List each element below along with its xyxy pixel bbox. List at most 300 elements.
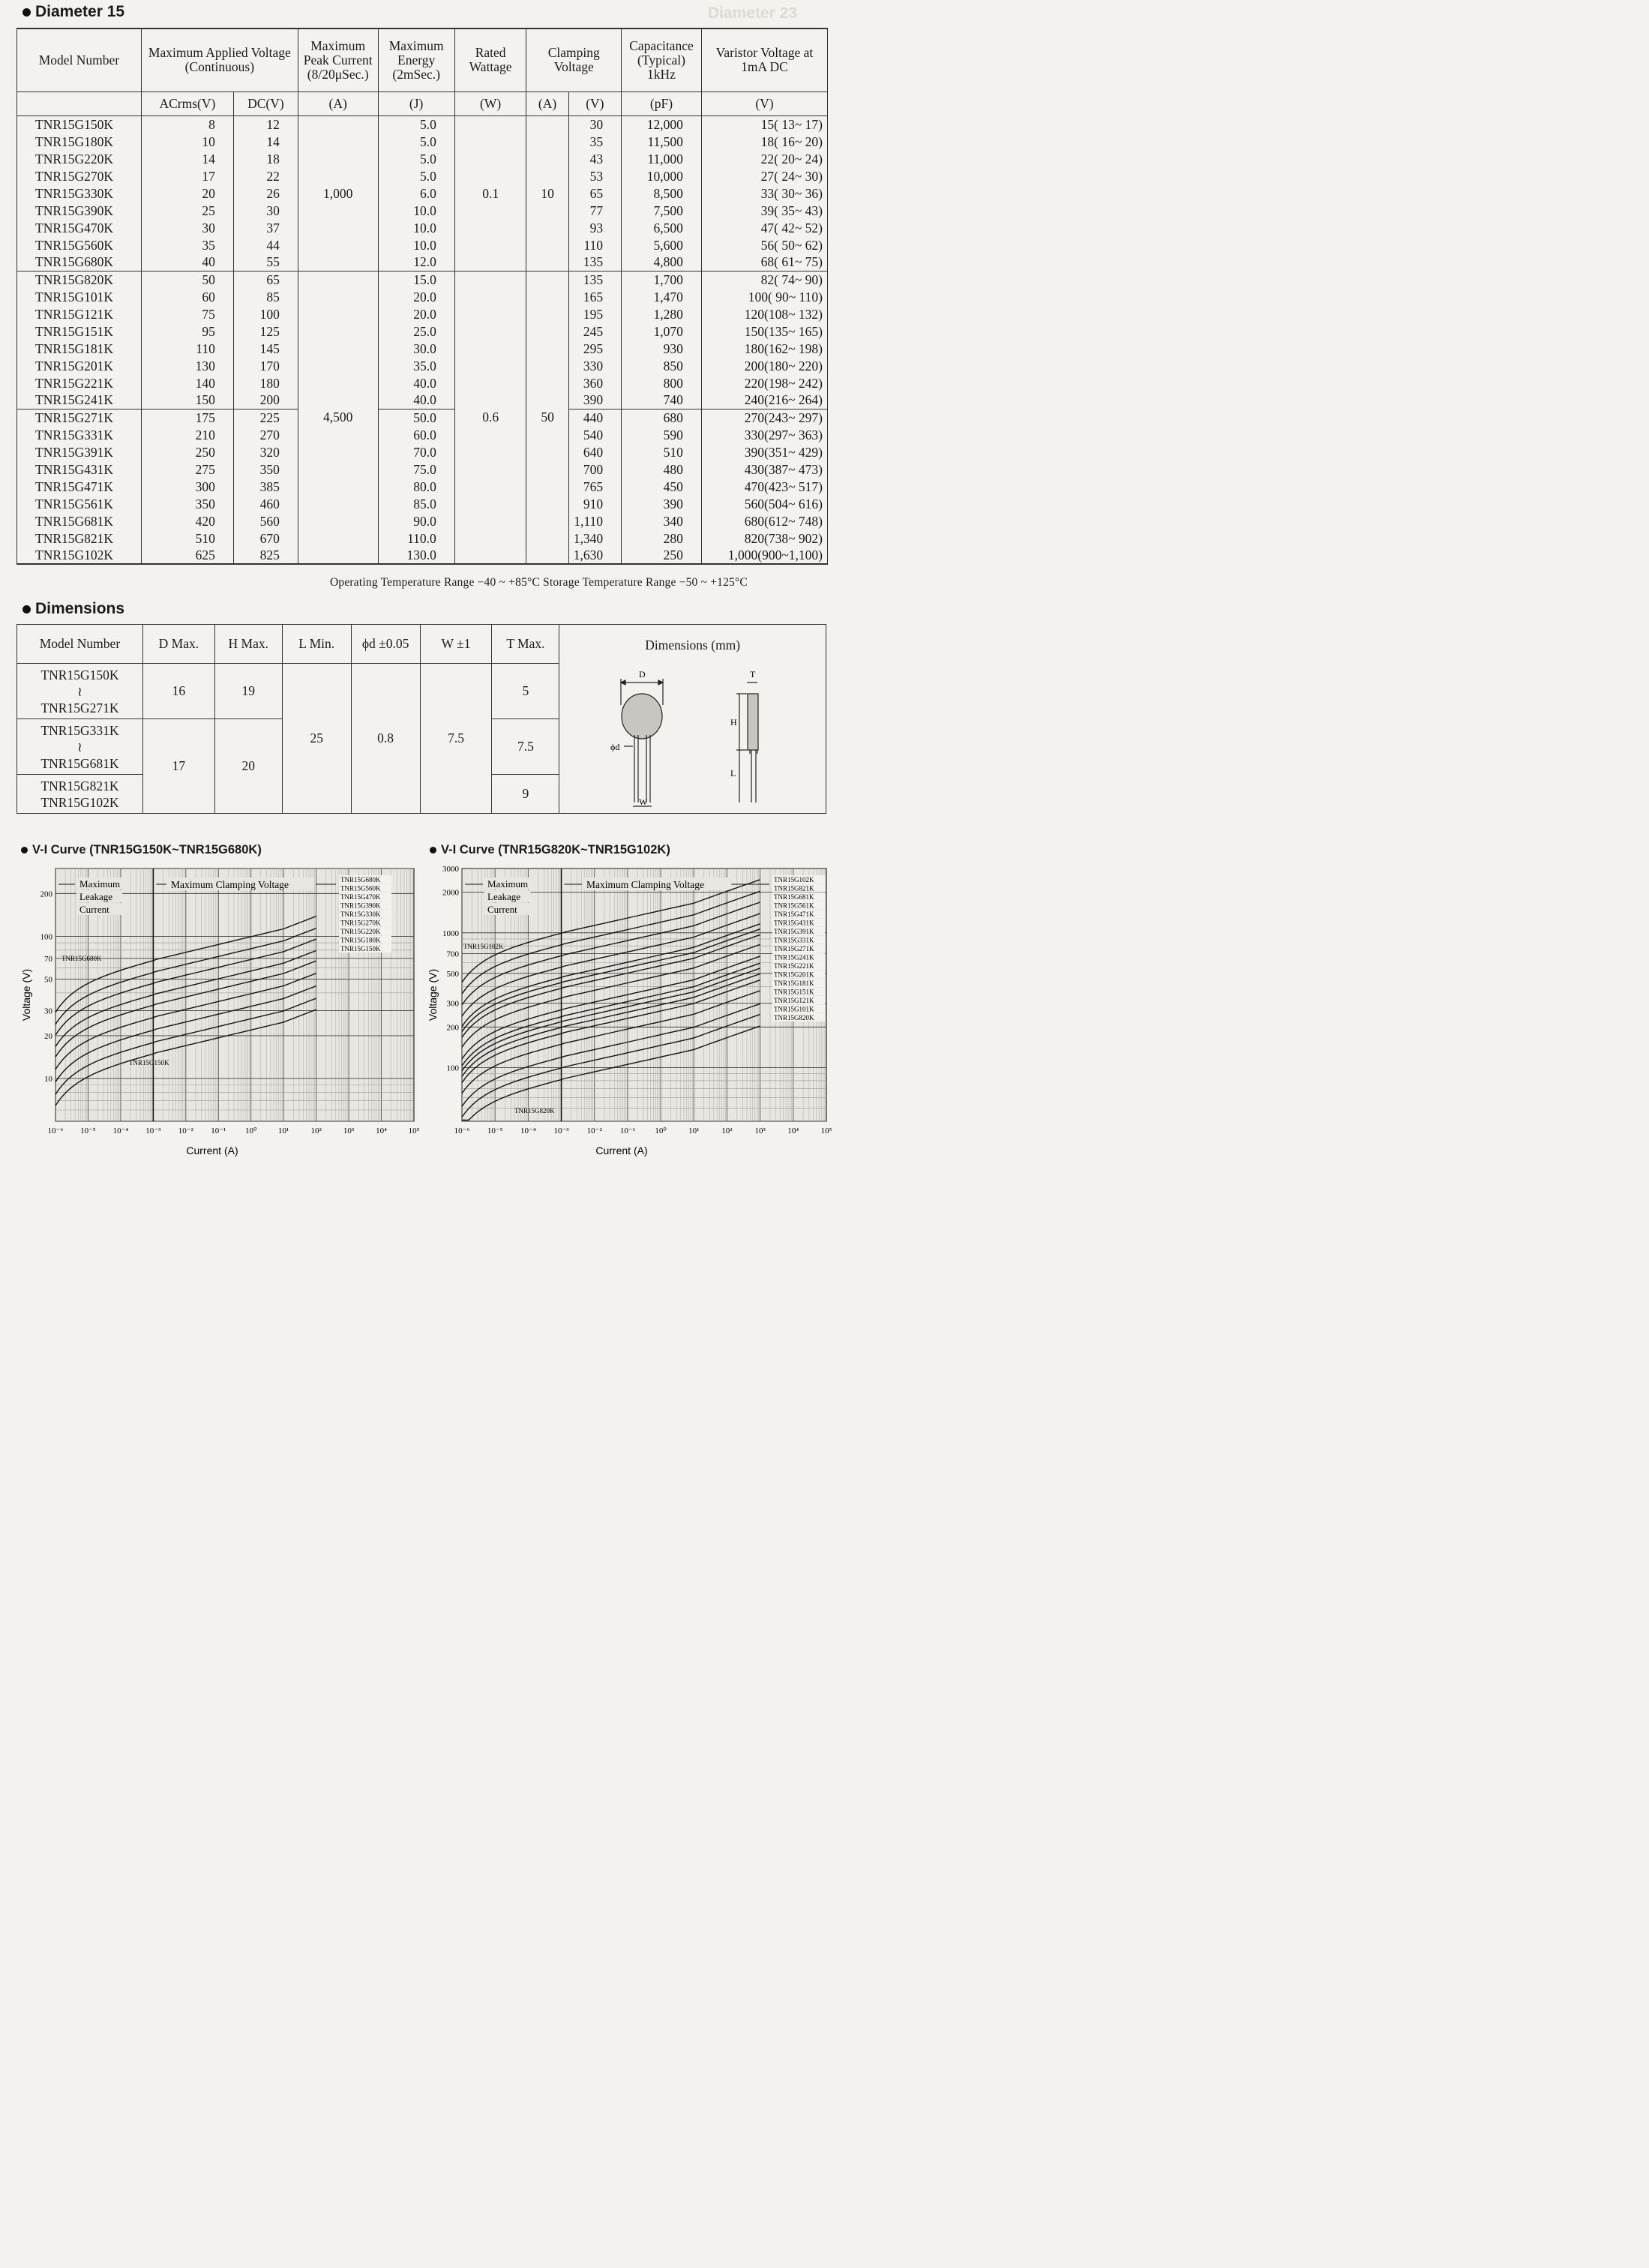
series-label: TNR15G101K [774,1005,814,1013]
cell-varistor-voltage: 150(135~ 165) [701,322,827,340]
table-row [17,288,828,305]
hdr-max-voltage: Maximum Applied Voltage (Continuous) [141,28,298,92]
x-tick-label: 10⁻¹ [619,1126,635,1136]
cell-dc: 100 [233,305,298,322]
dim-hdr-phid: ϕd ±0.05 [351,625,420,664]
dim-h-2: 20 [214,719,282,814]
cell-clamp-voltage: 360 [568,374,621,392]
table-row [17,167,828,184]
hdr-varistor: Varistor Voltage at 1mA DC [701,28,827,92]
cell-peak-current: 1,000 [298,116,378,271]
x-tick-label: 10² [310,1126,322,1136]
series-label: TNR15G821K [774,884,814,892]
cell-clamp-voltage: 30 [568,116,621,133]
section-title-diameter15: Diameter 15 [22,3,124,21]
cell-varistor-voltage: 220(198~ 242) [701,374,827,392]
unit-dc: DC(V) [233,92,298,116]
cell-model: TNR15G121K [35,306,114,322]
y-tick-label: 70 [44,954,52,964]
dim-model-group-3: TNR15G821K TNR15G102K [17,775,143,814]
cell-varistor-voltage: 390(351~ 429) [701,443,827,460]
cell-clamp-voltage: 765 [568,478,621,495]
x-tick-label: 10⁵ [408,1126,420,1136]
unit-peak: (A) [298,92,378,116]
x-tick-label: 10⁻² [178,1126,193,1136]
cell-acrms: 625 [141,547,233,564]
cell-dc: 30 [233,202,298,219]
table-row [17,357,828,374]
cell-energy: 130.0 [378,547,454,564]
cell-acrms: 17 [141,167,233,184]
cell-model: TNR15G391K [35,444,114,460]
series-label: TNR15G331K [774,936,814,944]
y-tick-label: 2000 [442,888,459,898]
cell-acrms: 14 [141,150,233,167]
table-row [17,512,828,530]
series-label: TNR15G270K [340,919,381,927]
region-label-leakage: Current [79,904,109,915]
cell-energy: 12.0 [378,254,454,271]
dim-hdr-l: L Min. [282,625,351,664]
dim-h-1: 19 [214,664,282,719]
x-tick-label: 10⁵ [820,1126,832,1136]
unit-var: (V) [701,92,827,116]
cell-capacitance: 1,700 [622,271,702,288]
cell-dc: 225 [233,409,298,426]
cell-clamp-voltage: 245 [568,322,621,340]
cell-clamp-voltage: 540 [568,426,621,443]
cell-capacitance: 280 [622,530,702,547]
y-axis-label: Voltage (V) [20,968,32,1022]
cell-acrms: 140 [141,374,233,392]
section-title-dimensions: Dimensions [22,600,124,618]
series-label: TNR15G390K [340,902,381,910]
table-row [17,443,828,460]
cell-dc: 350 [233,460,298,478]
cell-acrms: 30 [141,219,233,236]
hdr-energy: Maximum Energy (2mSec.) [378,28,454,92]
cell-energy: 40.0 [378,392,454,409]
chart1-title: V-I Curve (TNR15G150K~TNR15G680K) [21,843,262,857]
y-tick-label: 3000 [442,865,459,874]
cell-capacitance: 340 [622,512,702,530]
cell-acrms: 20 [141,184,233,202]
cell-energy: 15.0 [378,271,454,288]
cell-capacitance: 390 [622,495,702,512]
cell-dc: 12 [233,116,298,133]
cell-model: TNR15G150K [35,116,114,132]
region-label-leakage: Maximum [487,878,529,890]
series-label: TNR15G680K [340,876,381,884]
table-row [17,133,828,150]
y-tick-label: 10 [44,1074,52,1084]
cell-clamp-voltage: 330 [568,357,621,374]
y-tick-label: 30 [44,1006,52,1016]
dim-d-2: 17 [142,719,214,814]
dim-hdr-d: D Max. [142,625,214,664]
vi-chart-2 [417,861,852,1170]
cell-varistor-voltage: 680(612~ 748) [701,512,827,530]
series-label: TNR15G561K [774,902,814,910]
cell-model: TNR15G220K [35,151,114,166]
series-label: TNR15G560K [340,884,381,892]
cell-capacitance: 1,470 [622,288,702,305]
cell-model: TNR15G431K [35,461,114,477]
cell-acrms: 95 [141,322,233,340]
cell-acrms: 350 [141,495,233,512]
region-label-leakage: Current [487,904,517,915]
cell-energy: 80.0 [378,478,454,495]
cell-energy: 6.0 [378,184,454,202]
cell-dc: 37 [233,219,298,236]
series-label: TNR15G391K [774,928,814,935]
cell-model: TNR15G241K [35,392,114,408]
table-row [17,460,828,478]
cell-energy: 10.0 [378,236,454,254]
cell-dc: 560 [233,512,298,530]
series-label: TNR15G121K [774,997,814,1004]
cell-varistor-voltage: 180(162~ 198) [701,340,827,357]
series-label: TNR15G471K [774,910,814,918]
cell-clamp-voltage: 110 [568,236,621,254]
inline-series-label: TNR15G102K [463,943,504,950]
cell-energy: 40.0 [378,374,454,392]
cell-energy: 60.0 [378,426,454,443]
cell-acrms: 75 [141,305,233,322]
drawing-label-l: L [730,768,736,778]
y-tick-label: 300 [446,999,459,1009]
cell-energy: 90.0 [378,512,454,530]
series-label: TNR15G330K [340,910,381,918]
cell-varistor-voltage: 15( 13~ 17) [701,116,827,133]
cell-varistor-voltage: 470(423~ 517) [701,478,827,495]
x-tick-label: 10¹ [278,1126,289,1136]
dim-hdr-h: H Max. [214,625,282,664]
cell-clamp-voltage: 910 [568,495,621,512]
table-row [17,254,828,271]
unit-blank [17,92,142,116]
cell-model: TNR15G271K [17,409,142,426]
cell-acrms: 250 [141,443,233,460]
temperature-note: Operating Temperature Range −40 ~ +85°C Storage Temperature Range −50 ~ +125°C [330,576,748,589]
cell-dc: 200 [233,392,298,409]
bullet-icon [21,847,28,854]
cell-varistor-voltage: 18( 16~ 20) [701,133,827,150]
x-tick-label: 10⁻⁵ [487,1126,503,1136]
cell-peak-current: 4,500 [298,271,378,564]
spec-table [16,28,828,565]
y-tick-label: 500 [446,969,459,979]
cell-varistor-voltage: 240(216~ 264) [701,392,827,409]
x-tick-label: 10⁻⁶ [454,1126,470,1136]
cell-clamp-voltage: 165 [568,288,621,305]
cell-capacitance: 850 [622,357,702,374]
cell-clamp-voltage: 135 [568,254,621,271]
dim-t-2: 7.5 [492,719,559,775]
cell-varistor-voltage: 22( 20~ 24) [701,150,827,167]
cell-clamp-voltage: 295 [568,340,621,357]
hdr-model: Model Number [17,28,142,92]
cell-capacitance: 740 [622,392,702,409]
region-label-leakage: Leakage [79,891,113,902]
table-row [17,116,828,133]
cell-varistor-voltage: 820(738~ 902) [701,530,827,547]
cell-acrms: 510 [141,530,233,547]
ghost-title: Diameter 23 [708,4,798,22]
cell-clamp-voltage: 1,110 [568,512,621,530]
cell-varistor-voltage: 1,000(900~1,100) [701,547,827,564]
x-tick-label: 10⁻⁶ [47,1126,64,1136]
cell-energy: 30.0 [378,340,454,357]
cell-acrms: 210 [141,426,233,443]
x-axis-label: Current (A) [186,1144,238,1156]
cell-dc: 125 [233,322,298,340]
region-label-leakage: Maximum [79,878,121,890]
hdr-wattage: Rated Wattage [454,28,526,92]
cell-clamp-voltage: 700 [568,460,621,478]
dim-hdr-w: W ±1 [420,625,492,664]
cell-varistor-voltage: 82( 74~ 90) [701,271,827,288]
y-tick-label: 700 [446,950,459,959]
dim-t-1: 5 [492,664,559,719]
cell-model: TNR15G201K [35,358,114,374]
cell-model: TNR15G270K [35,168,114,184]
table-row [17,426,828,443]
series-label: TNR15G271K [774,945,814,952]
cell-model: TNR15G390K [35,202,114,218]
cell-energy: 50.0 [378,409,454,426]
x-tick-label: 10¹ [688,1126,700,1136]
bullet-icon [22,8,31,16]
series-label: TNR15G151K [774,988,814,996]
cell-model: TNR15G330K [35,185,114,201]
cell-model: TNR15G221K [35,375,114,391]
cell-varistor-voltage: 27( 24~ 30) [701,167,827,184]
cell-dc: 65 [233,271,298,288]
cell-clamp-voltage: 43 [568,150,621,167]
table-row [17,219,828,236]
cell-clamp-current: 10 [526,116,568,271]
x-tick-label: 10³ [343,1126,355,1136]
dim-model-group-2: TNR15G331K ≀ TNR15G681K [17,719,143,775]
cell-acrms: 110 [141,340,233,357]
y-tick-label: 100 [40,932,52,942]
cell-varistor-voltage: 270(243~ 297) [701,409,827,426]
cell-acrms: 10 [141,133,233,150]
series-label: TNR15G102K [774,876,814,884]
cell-model: TNR15G681K [35,513,114,529]
cell-clamp-voltage: 35 [568,133,621,150]
hdr-capacitance: Capacitance (Typical) 1kHz [622,28,702,92]
dim-phid: 0.8 [351,664,420,814]
bullet-icon [22,605,31,614]
region-label-clamping: Maximum Clamping Voltage [586,879,704,890]
region-label-leakage: Leakage [487,891,521,902]
dim-hdr-model: Model Number [17,625,143,664]
cell-model: TNR15G181K [35,340,114,356]
cell-varistor-voltage: 330(297~ 363) [701,426,827,443]
inline-series-label: TNR15G680K [61,955,102,962]
cell-dc: 170 [233,357,298,374]
cell-model: TNR15G561K [35,496,114,512]
unit-energy: (J) [378,92,454,116]
y-tick-label: 200 [40,890,52,899]
cell-energy: 85.0 [378,495,454,512]
cell-energy: 25.0 [378,322,454,340]
table-row [17,305,828,322]
series-label: TNR15G181K [774,980,814,987]
cell-acrms: 25 [141,202,233,219]
cell-dc: 14 [233,133,298,150]
y-tick-label: 1000 [442,928,459,938]
cell-varistor-voltage: 47( 42~ 52) [701,219,827,236]
cell-capacitance: 12,000 [622,116,702,133]
x-tick-label: 10⁴ [376,1126,387,1136]
cell-model: TNR15G101K [35,289,114,304]
cell-dc: 26 [233,184,298,202]
cell-dc: 460 [233,495,298,512]
cell-varistor-voltage: 120(108~ 132) [701,305,827,322]
x-tick-label: 10² [721,1126,733,1136]
cell-clamp-current: 50 [526,271,568,564]
x-tick-label: 10⁻⁵ [80,1126,96,1136]
cell-acrms: 40 [141,254,233,271]
cell-capacitance: 930 [622,340,702,357]
unit-clamp-v: (V) [568,92,621,116]
series-label: TNR15G431K [774,919,814,927]
bullet-icon [430,847,436,854]
cell-dc: 18 [233,150,298,167]
vi-chart-1 [10,861,421,1170]
cell-wattage: 0.6 [454,271,526,564]
table-row [17,409,828,426]
cell-energy: 20.0 [378,305,454,322]
cell-wattage: 0.1 [454,116,526,271]
region-label-clamping: Maximum Clamping Voltage [171,879,289,890]
series-label: TNR15G221K [774,962,814,970]
hdr-peak-current: Maximum Peak Current (8/20μSec.) [298,28,378,92]
x-tick-label: 10⁻⁴ [520,1126,536,1136]
chart2-title: V-I Curve (TNR15G820K~TNR15G102K) [430,843,670,857]
drawing-label-h: H [730,717,737,728]
cell-acrms: 275 [141,460,233,478]
cell-capacitance: 6,500 [622,219,702,236]
series-label: TNR15G201K [774,970,814,979]
dim-d-1: 16 [142,664,214,719]
cell-model: TNR15G470K [35,220,114,236]
dim-l: 25 [282,664,351,814]
series-label: TNR15G681K [774,893,814,901]
unit-cap: (pF) [622,92,702,116]
cell-model: TNR15G151K [35,323,114,339]
cell-capacitance: 590 [622,426,702,443]
inline-series-label: TNR15G150K [129,1059,169,1066]
x-tick-label: 10⁻¹ [211,1126,226,1136]
unit-watt: (W) [454,92,526,116]
cell-acrms: 35 [141,236,233,254]
cell-dc: 670 [233,530,298,547]
cell-dc: 385 [233,478,298,495]
cell-varistor-voltage: 560(504~ 616) [701,495,827,512]
cell-capacitance: 250 [622,547,702,564]
inline-series-label: TNR15G820K [514,1107,555,1114]
cell-varistor-voltage: 68( 61~ 75) [701,254,827,271]
cell-dc: 22 [233,167,298,184]
cell-clamp-voltage: 93 [568,219,621,236]
table-row [17,340,828,357]
cell-capacitance: 480 [622,460,702,478]
cell-capacitance: 5,600 [622,236,702,254]
cell-capacitance: 10,000 [622,167,702,184]
cell-varistor-voltage: 39( 35~ 43) [701,202,827,219]
cell-capacitance: 680 [622,409,702,426]
x-tick-label: 10³ [754,1126,766,1136]
cell-varistor-voltage: 200(180~ 220) [701,357,827,374]
cell-energy: 10.0 [378,219,454,236]
table-row [17,374,828,392]
cell-capacitance: 450 [622,478,702,495]
cell-model: TNR15G680K [35,254,114,270]
series-label: TNR15G220K [340,928,381,935]
cell-model: TNR15G471K [35,478,114,494]
table-row [17,150,828,167]
series-label: TNR15G820K [774,1014,814,1022]
cell-model: TNR15G560K [35,237,114,253]
cell-energy: 5.0 [378,167,454,184]
table-row [17,184,828,202]
cell-varistor-voltage: 100( 90~ 110) [701,288,827,305]
y-tick-label: 50 [44,975,52,985]
series-label: TNR15G241K [774,953,814,962]
cell-clamp-voltage: 1,340 [568,530,621,547]
cell-acrms: 130 [141,357,233,374]
cell-dc: 270 [233,426,298,443]
cell-capacitance: 11,000 [622,150,702,167]
cell-energy: 5.0 [378,116,454,133]
cell-energy: 10.0 [378,202,454,219]
table-row [17,236,828,254]
dim-hdr-t: T Max. [492,625,559,664]
cell-model: TNR15G820K [17,271,142,288]
cell-clamp-voltage: 440 [568,409,621,426]
table-row [17,271,828,288]
cell-capacitance: 510 [622,443,702,460]
cell-varistor-voltage: 56( 50~ 62) [701,236,827,254]
x-tick-label: 10⁻² [586,1126,602,1136]
cell-acrms: 150 [141,392,233,409]
drawing-label-d: D [639,669,646,680]
series-label: TNR15G150K [340,945,381,952]
x-tick-label: 10⁴ [787,1126,799,1136]
cell-acrms: 8 [141,116,233,133]
table-row [17,392,828,409]
cell-model: TNR15G180K [35,134,114,149]
series-label: TNR15G180K [340,936,381,944]
x-tick-label: 10⁰ [245,1126,257,1136]
dim-model-group-1: TNR15G150K ≀ TNR15G271K [17,664,143,719]
cell-acrms: 175 [141,409,233,426]
table-row [17,202,828,219]
cell-model: TNR15G821K [35,530,114,546]
x-tick-label: 10⁻⁴ [112,1126,129,1136]
table-row [17,547,828,564]
y-axis-label: Voltage (V) [427,968,439,1022]
cell-capacitance: 4,800 [622,254,702,271]
table-row [17,530,828,547]
cell-dc: 825 [233,547,298,564]
x-tick-label: 10⁰ [655,1126,667,1136]
drawing-label-t: T [750,669,756,680]
